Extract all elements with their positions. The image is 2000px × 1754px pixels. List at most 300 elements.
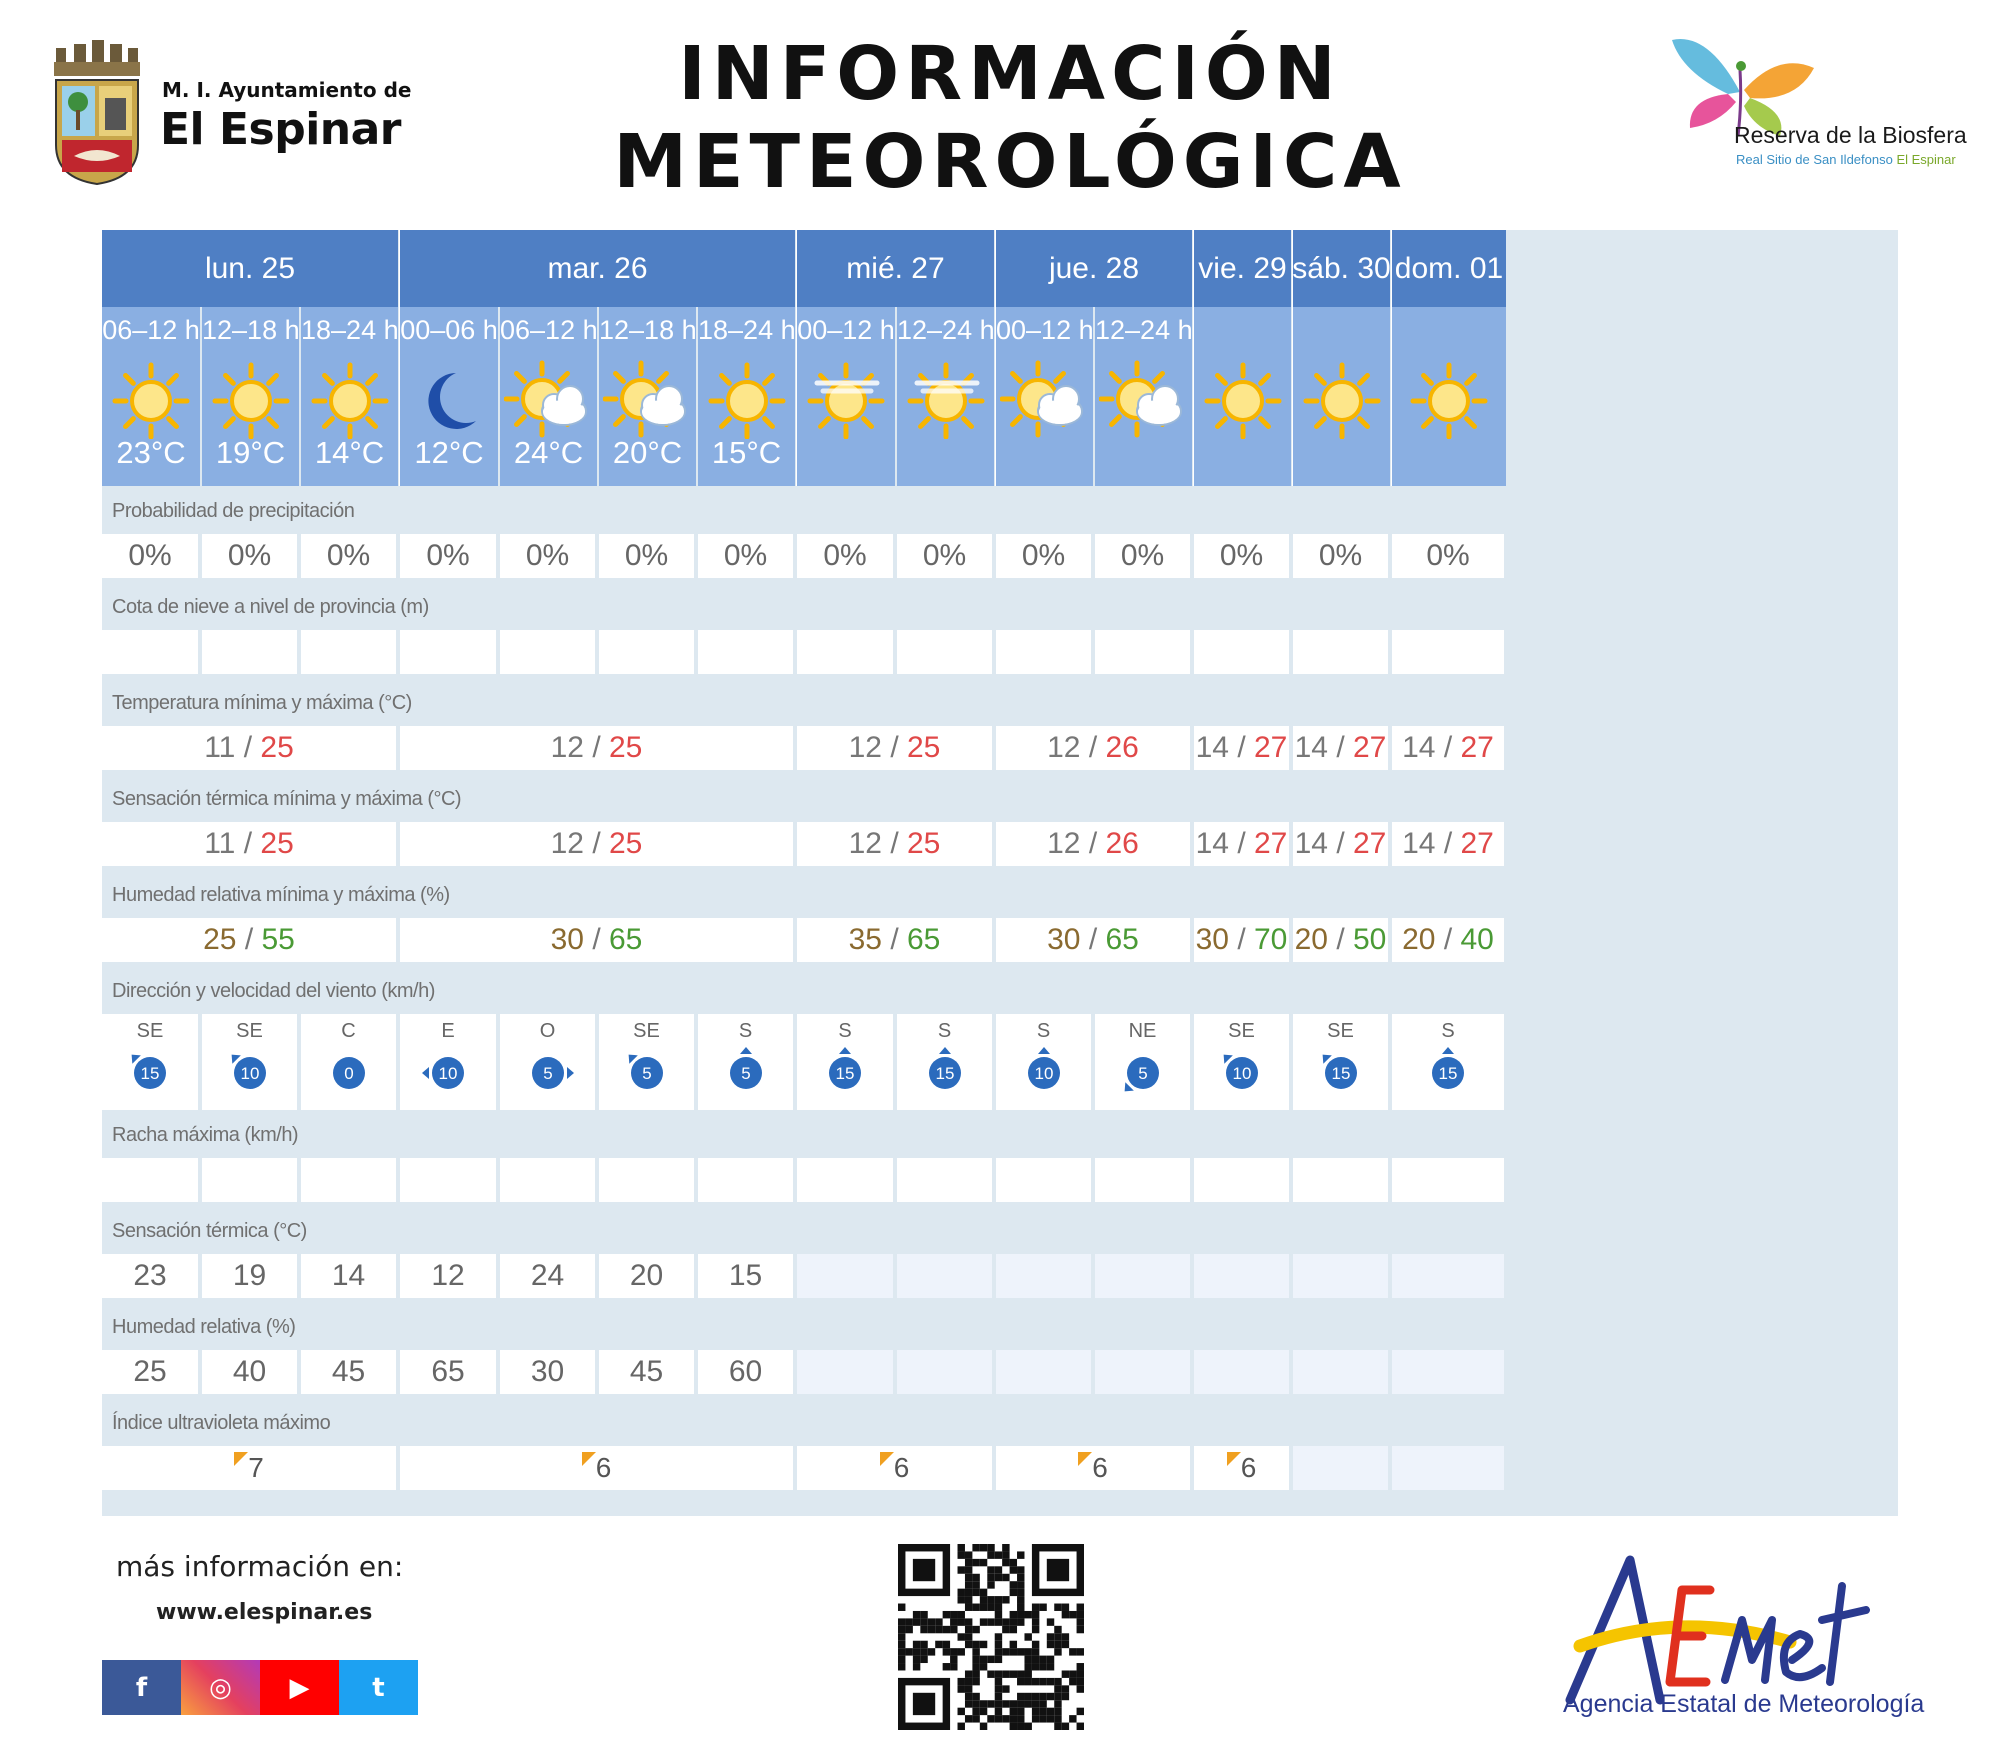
uv-marker-icon bbox=[1078, 1452, 1092, 1466]
day-header: dom. 01 bbox=[1392, 230, 1506, 307]
day-header: mié. 27 bbox=[797, 230, 994, 307]
uv-cell bbox=[1392, 1446, 1504, 1490]
youtube-button[interactable] bbox=[260, 1660, 339, 1715]
temp-minmax-slash: / bbox=[583, 731, 609, 764]
forecast-table bbox=[102, 230, 1898, 1516]
sun-icon bbox=[1297, 359, 1387, 439]
temp-minmax bbox=[1194, 726, 1289, 770]
period-label: 12–18 h bbox=[599, 315, 697, 345]
period-cell bbox=[1293, 307, 1390, 486]
facebook-icon: f bbox=[135, 1672, 148, 1703]
period-cell bbox=[400, 307, 498, 486]
humidity-minmax-slash: / bbox=[1080, 923, 1106, 956]
precip-cell: 0% bbox=[1194, 534, 1289, 578]
temp-minmax-slash: / bbox=[1327, 731, 1353, 764]
feels-minmax-slash: / bbox=[235, 827, 261, 860]
feels-minmax-max: 27 bbox=[1353, 827, 1387, 860]
humidity-minmax-min: 30 bbox=[550, 923, 584, 956]
sun-cloud-icon bbox=[1099, 359, 1189, 439]
temp-minmax-max: 25 bbox=[260, 731, 294, 764]
wind-direction: O bbox=[539, 1020, 556, 1042]
wind-speed: 5 bbox=[740, 1064, 751, 1083]
feels-minmax bbox=[1194, 822, 1289, 866]
humidity-hourly-cell bbox=[1095, 1350, 1190, 1394]
feels-minmax-slash: / bbox=[1080, 827, 1106, 860]
wind-cell bbox=[1392, 1014, 1504, 1110]
wind-direction: SE bbox=[236, 1020, 263, 1042]
uv-cell bbox=[102, 1446, 396, 1490]
wind-speed: 15 bbox=[835, 1064, 855, 1083]
humidity-minmax-max: 65 bbox=[907, 923, 941, 956]
wind-cell bbox=[797, 1014, 893, 1110]
humidity-hourly-cell: 40 bbox=[202, 1350, 297, 1394]
gust-cell bbox=[897, 1158, 992, 1202]
sun-haze-icon bbox=[901, 359, 991, 439]
period-temperature: 19°C bbox=[215, 435, 286, 470]
aemet-agency-name: Agencia Estatal de Meteorología bbox=[1563, 1690, 1925, 1718]
precip-cell: 0% bbox=[599, 534, 694, 578]
wind-arrow-icon bbox=[1016, 1045, 1072, 1101]
humidity-hourly-cell bbox=[1392, 1350, 1504, 1394]
period-cell bbox=[1194, 307, 1291, 486]
website-link[interactable]: www.elespinar.es bbox=[156, 1600, 373, 1625]
temp-minmax-max: 25 bbox=[907, 731, 941, 764]
biosphere-subtitle-place: Real Sitio de San Ildefonso bbox=[1736, 152, 1893, 167]
uv-cell bbox=[1194, 1446, 1289, 1490]
precip-cell: 0% bbox=[202, 534, 297, 578]
temp-minmax bbox=[996, 726, 1190, 770]
youtube-icon: ▶ bbox=[289, 1672, 310, 1703]
wind-speed: 10 bbox=[240, 1064, 259, 1083]
section-label-uv: Índice ultravioleta máximo bbox=[112, 1412, 331, 1434]
snow-cell bbox=[1194, 630, 1289, 674]
temp-minmax-min: 12 bbox=[848, 731, 882, 764]
wind-speed: 5 bbox=[641, 1064, 652, 1083]
feels-minmax-slash: / bbox=[1228, 827, 1254, 860]
sun-icon bbox=[1198, 359, 1288, 439]
gust-cell bbox=[1392, 1158, 1504, 1202]
wind-cell bbox=[1194, 1014, 1289, 1110]
feels-minmax bbox=[1293, 822, 1388, 866]
feels-minmax-max: 26 bbox=[1105, 827, 1139, 860]
gust-cell bbox=[202, 1158, 297, 1202]
wind-cell bbox=[301, 1014, 396, 1110]
feels-minmax-slash: / bbox=[583, 827, 609, 860]
wind-direction: C bbox=[341, 1020, 356, 1042]
wind-arrow-icon bbox=[1115, 1045, 1171, 1101]
temp-minmax bbox=[797, 726, 992, 770]
aemet-logo bbox=[1560, 1550, 1940, 1710]
temp-minmax bbox=[400, 726, 793, 770]
snow-cell bbox=[1293, 630, 1388, 674]
period-label: 12–18 h bbox=[202, 315, 300, 345]
humidity-minmax-max: 40 bbox=[1460, 923, 1494, 956]
qr-code[interactable] bbox=[898, 1544, 1084, 1730]
humidity-hourly-cell bbox=[996, 1350, 1091, 1394]
temp-minmax-slash: / bbox=[1228, 731, 1254, 764]
snow-cell bbox=[599, 630, 694, 674]
precip-cell: 0% bbox=[797, 534, 893, 578]
wind-arrow-icon bbox=[1313, 1045, 1369, 1101]
period-temperature: 14°C bbox=[314, 435, 385, 470]
town-crest-logo bbox=[52, 40, 142, 186]
title-line-1: INFORMACIÓN bbox=[678, 31, 1342, 117]
feels-minmax-min: 12 bbox=[848, 827, 882, 860]
precip-cell: 0% bbox=[102, 534, 198, 578]
wind-direction: SE bbox=[1228, 1020, 1255, 1042]
sun-icon bbox=[206, 359, 296, 439]
gust-cell bbox=[102, 1158, 198, 1202]
period-temperature: 15°C bbox=[711, 435, 782, 470]
day-header: vie. 29 bbox=[1194, 230, 1291, 307]
gust-cell bbox=[797, 1158, 893, 1202]
period-temperature: 23°C bbox=[116, 435, 186, 470]
feels-minmax-max: 27 bbox=[1254, 827, 1288, 860]
feels-minmax-max: 25 bbox=[260, 827, 294, 860]
snow-cell bbox=[102, 630, 198, 674]
precip-cell: 0% bbox=[1392, 534, 1504, 578]
temp-minmax-slash: / bbox=[1080, 731, 1106, 764]
section-label-temp: Temperatura mínima y máxima (°C) bbox=[112, 692, 412, 714]
feels-hourly-cell bbox=[797, 1254, 893, 1298]
wind-cell bbox=[202, 1014, 297, 1110]
humidity-hourly-cell bbox=[797, 1350, 893, 1394]
snow-cell bbox=[797, 630, 893, 674]
feels-hourly-cell: 23 bbox=[102, 1254, 198, 1298]
humidity-hourly-cell: 45 bbox=[599, 1350, 694, 1394]
wind-arrow-icon bbox=[817, 1045, 873, 1101]
humidity-minmax-slash: / bbox=[881, 923, 907, 956]
humidity-minmax bbox=[1392, 918, 1504, 962]
period-label: 18–24 h bbox=[301, 315, 399, 345]
humidity-minmax-min: 20 bbox=[1402, 923, 1436, 956]
sun-icon bbox=[305, 359, 395, 439]
uv-value: 6 bbox=[595, 1452, 612, 1483]
twitter-button[interactable] bbox=[339, 1660, 418, 1715]
feels-minmax-min: 11 bbox=[204, 827, 236, 860]
precip-cell: 0% bbox=[897, 534, 992, 578]
wind-direction: SE bbox=[633, 1020, 660, 1042]
wind-cell bbox=[102, 1014, 198, 1110]
temp-minmax-max: 27 bbox=[1353, 731, 1387, 764]
precip-cell: 0% bbox=[698, 534, 793, 578]
feels-minmax-slash: / bbox=[1327, 827, 1353, 860]
temp-minmax-min: 12 bbox=[550, 731, 584, 764]
wind-speed: 10 bbox=[1232, 1064, 1251, 1083]
feels-minmax-min: 14 bbox=[1195, 827, 1229, 860]
wind-direction: S bbox=[937, 1020, 952, 1042]
wind-direction: E bbox=[441, 1020, 455, 1042]
day-header: mar. 26 bbox=[400, 230, 795, 307]
feels-minmax-slash: / bbox=[881, 827, 907, 860]
instagram-icon: ◎ bbox=[209, 1672, 232, 1703]
more-info-label: más información en: bbox=[116, 1550, 404, 1583]
biosphere-subtitle bbox=[1736, 152, 1956, 167]
gust-cell bbox=[698, 1158, 793, 1202]
humidity-minmax bbox=[797, 918, 992, 962]
temp-minmax-slash: / bbox=[235, 731, 261, 764]
sun-haze-icon bbox=[801, 359, 891, 439]
snow-cell bbox=[1392, 630, 1504, 674]
period-temperature: 24°C bbox=[513, 435, 584, 470]
humidity-hourly-cell: 30 bbox=[500, 1350, 595, 1394]
wind-cell bbox=[897, 1014, 992, 1110]
period-cell bbox=[698, 307, 795, 486]
feels-minmax-max: 25 bbox=[907, 827, 941, 860]
uv-cell bbox=[797, 1446, 992, 1490]
wind-arrow-icon bbox=[122, 1045, 178, 1101]
wind-cell bbox=[1095, 1014, 1190, 1110]
gust-cell bbox=[1095, 1158, 1190, 1202]
feels-hourly-cell bbox=[1293, 1254, 1388, 1298]
precip-cell: 0% bbox=[301, 534, 396, 578]
section-label-gust: Racha máxima (km/h) bbox=[112, 1124, 299, 1146]
section-label-feels_hourly: Sensación térmica (°C) bbox=[112, 1220, 307, 1242]
uv-value: 6 bbox=[1240, 1452, 1257, 1483]
moon-icon bbox=[404, 359, 494, 439]
humidity-minmax-max: 65 bbox=[1105, 923, 1139, 956]
uv-marker-icon bbox=[1227, 1452, 1241, 1466]
humidity-minmax-max: 55 bbox=[261, 923, 295, 956]
wind-speed: 15 bbox=[935, 1064, 954, 1083]
period-cell bbox=[202, 307, 299, 486]
wind-arrow-icon bbox=[420, 1045, 476, 1101]
wind-arrow-icon bbox=[718, 1045, 774, 1101]
feels-minmax-min: 14 bbox=[1402, 827, 1436, 860]
temp-minmax-max: 27 bbox=[1254, 731, 1288, 764]
humidity-minmax bbox=[996, 918, 1190, 962]
humidity-minmax-max: 50 bbox=[1353, 923, 1387, 956]
humidity-minmax-min: 20 bbox=[1294, 923, 1328, 956]
snow-cell bbox=[996, 630, 1091, 674]
facebook-button[interactable] bbox=[102, 1660, 181, 1715]
wind-speed: 15 bbox=[1438, 1064, 1458, 1083]
feels-hourly-cell: 14 bbox=[301, 1254, 396, 1298]
wind-arrow-icon bbox=[222, 1045, 278, 1101]
wind-direction: S bbox=[1441, 1020, 1455, 1042]
humidity-minmax-min: 30 bbox=[1195, 923, 1229, 956]
wind-direction: S bbox=[738, 1020, 753, 1042]
humidity-hourly-cell: 65 bbox=[400, 1350, 496, 1394]
humidity-hourly-cell bbox=[1194, 1350, 1289, 1394]
feels-hourly-cell bbox=[1392, 1254, 1504, 1298]
temp-minmax-slash: / bbox=[1435, 731, 1461, 764]
snow-cell bbox=[202, 630, 297, 674]
feels-minmax-slash: / bbox=[1435, 827, 1461, 860]
feels-hourly-cell: 12 bbox=[400, 1254, 496, 1298]
temp-minmax-min: 12 bbox=[1047, 731, 1081, 764]
section-label-wind: Dirección y velocidad del viento (km/h) bbox=[112, 980, 435, 1002]
period-cell bbox=[1095, 307, 1192, 486]
instagram-button[interactable] bbox=[181, 1660, 260, 1715]
day-header: lun. 25 bbox=[102, 230, 398, 307]
feels-minmax bbox=[102, 822, 396, 866]
temp-minmax-max: 26 bbox=[1105, 731, 1139, 764]
period-label: 00–06 h bbox=[400, 315, 498, 345]
period-label: 00–12 h bbox=[996, 315, 1094, 345]
temp-minmax-min: 14 bbox=[1294, 731, 1328, 764]
temp-minmax-min: 14 bbox=[1195, 731, 1229, 764]
period-cell bbox=[996, 307, 1093, 486]
wind-direction: SE bbox=[1327, 1020, 1354, 1042]
period-cell bbox=[797, 307, 895, 486]
wind-speed: 0 bbox=[343, 1064, 354, 1083]
town-name: El Espinar bbox=[160, 104, 401, 155]
uv-cell bbox=[1293, 1446, 1388, 1490]
gust-cell bbox=[996, 1158, 1091, 1202]
feels-minmax bbox=[996, 822, 1190, 866]
uv-marker-icon bbox=[582, 1452, 596, 1466]
snow-cell bbox=[1095, 630, 1190, 674]
feels-hourly-cell: 20 bbox=[599, 1254, 694, 1298]
wind-arrow-icon bbox=[1420, 1045, 1476, 1101]
period-label: 12–24 h bbox=[897, 315, 995, 345]
snow-cell bbox=[698, 630, 793, 674]
section-label-humidity_hourly: Humedad relativa (%) bbox=[112, 1316, 296, 1338]
period-cell bbox=[500, 307, 597, 486]
snow-cell bbox=[400, 630, 496, 674]
temp-minmax bbox=[1293, 726, 1388, 770]
feels-minmax-min: 12 bbox=[550, 827, 584, 860]
feels-hourly-cell: 15 bbox=[698, 1254, 793, 1298]
gust-cell bbox=[400, 1158, 496, 1202]
section-label-feels: Sensación térmica mínima y máxima (°C) bbox=[112, 788, 462, 810]
humidity-minmax-min: 35 bbox=[848, 923, 882, 956]
aemet-wordmark: AEMet bbox=[1560, 1550, 1564, 1551]
page-title bbox=[560, 30, 1460, 206]
wind-cell bbox=[698, 1014, 793, 1110]
humidity-hourly-cell bbox=[897, 1350, 992, 1394]
humidity-minmax-slash: / bbox=[583, 923, 609, 956]
day-header: sáb. 30 bbox=[1293, 230, 1390, 307]
sun-icon bbox=[106, 359, 196, 439]
feels-minmax bbox=[1392, 822, 1504, 866]
wind-arrow-icon bbox=[321, 1045, 377, 1101]
period-label: 00–12 h bbox=[797, 315, 895, 345]
humidity-minmax bbox=[102, 918, 396, 962]
day-header: jue. 28 bbox=[996, 230, 1192, 307]
gust-cell bbox=[1194, 1158, 1289, 1202]
humidity-minmax-max: 70 bbox=[1254, 923, 1288, 956]
precip-cell: 0% bbox=[400, 534, 496, 578]
title-line-2: METEOROLÓGICA bbox=[613, 119, 1407, 205]
biosphere-subtitle-town: El Espinar bbox=[1896, 152, 1956, 167]
feels-minmax-max: 25 bbox=[609, 827, 643, 860]
snow-cell bbox=[301, 630, 396, 674]
precip-cell: 0% bbox=[996, 534, 1091, 578]
wind-cell bbox=[599, 1014, 694, 1110]
period-cell bbox=[1392, 307, 1506, 486]
wind-cell bbox=[500, 1014, 595, 1110]
section-label-humidity: Humedad relativa mínima y máxima (%) bbox=[112, 884, 450, 906]
humidity-hourly-cell bbox=[1293, 1350, 1388, 1394]
precip-cell: 0% bbox=[1095, 534, 1190, 578]
feels-hourly-cell bbox=[897, 1254, 992, 1298]
humidity-minmax-slash: / bbox=[1435, 923, 1461, 956]
feels-minmax-min: 12 bbox=[1047, 827, 1081, 860]
period-label: 18–24 h bbox=[698, 315, 796, 345]
sun-cloud-icon bbox=[1000, 359, 1090, 439]
humidity-hourly-cell: 60 bbox=[698, 1350, 793, 1394]
feels-minmax-max: 27 bbox=[1460, 827, 1494, 860]
uv-value: 6 bbox=[1092, 1452, 1108, 1483]
period-cell bbox=[897, 307, 994, 486]
period-cell bbox=[599, 307, 696, 486]
period-temperature: 20°C bbox=[612, 435, 683, 470]
period-label: 12–24 h bbox=[1095, 315, 1193, 345]
humidity-minmax-min: 30 bbox=[1047, 923, 1081, 956]
humidity-minmax-min: 25 bbox=[203, 923, 237, 956]
feels-minmax-min: 14 bbox=[1294, 827, 1328, 860]
period-label: 06–12 h bbox=[102, 315, 200, 345]
temp-minmax bbox=[1392, 726, 1504, 770]
gust-cell bbox=[301, 1158, 396, 1202]
humidity-minmax-max: 65 bbox=[609, 923, 643, 956]
precip-cell: 0% bbox=[500, 534, 595, 578]
temp-minmax-min: 14 bbox=[1402, 731, 1436, 764]
humidity-hourly-cell: 25 bbox=[102, 1350, 198, 1394]
wind-speed: 15 bbox=[1331, 1064, 1350, 1083]
wind-cell bbox=[996, 1014, 1091, 1110]
feels-hourly-cell bbox=[1194, 1254, 1289, 1298]
uv-cell bbox=[400, 1446, 793, 1490]
feels-minmax bbox=[797, 822, 992, 866]
section-label-snow: Cota de nieve a nivel de provincia (m) bbox=[112, 596, 429, 618]
temp-minmax-slash: / bbox=[881, 731, 907, 764]
wind-direction: S bbox=[1036, 1020, 1051, 1042]
humidity-minmax bbox=[1194, 918, 1289, 962]
wind-arrow-icon bbox=[1214, 1045, 1270, 1101]
humidity-minmax-slash: / bbox=[1327, 923, 1353, 956]
wind-direction: NE bbox=[1128, 1020, 1157, 1042]
uv-marker-icon bbox=[880, 1452, 894, 1466]
biosphere-name: Reserva de la Biosfera bbox=[1734, 122, 1967, 148]
wind-direction: SE bbox=[136, 1020, 164, 1042]
feels-hourly-cell bbox=[1095, 1254, 1190, 1298]
section-label-precip: Probabilidad de precipitación bbox=[112, 500, 355, 522]
sun-cloud-icon bbox=[603, 359, 693, 439]
period-temperature: 12°C bbox=[414, 435, 484, 470]
period-cell bbox=[102, 307, 200, 486]
feels-minmax bbox=[400, 822, 793, 866]
feels-hourly-cell bbox=[996, 1254, 1091, 1298]
snow-cell bbox=[897, 630, 992, 674]
feels-hourly-cell: 24 bbox=[500, 1254, 595, 1298]
wind-speed: 5 bbox=[542, 1064, 553, 1083]
temp-minmax bbox=[102, 726, 396, 770]
temp-minmax-max: 25 bbox=[609, 731, 643, 764]
gust-cell bbox=[500, 1158, 595, 1202]
snow-cell bbox=[500, 630, 595, 674]
gust-cell bbox=[1293, 1158, 1388, 1202]
wind-arrow-icon bbox=[520, 1045, 576, 1101]
gust-cell bbox=[599, 1158, 694, 1202]
humidity-minmax bbox=[400, 918, 793, 962]
humidity-minmax-slash: / bbox=[1228, 923, 1254, 956]
sun-icon bbox=[1404, 359, 1494, 439]
wind-speed: 10 bbox=[438, 1064, 458, 1083]
town-prefix: M. I. Ayuntamiento de bbox=[162, 78, 412, 102]
period-cell bbox=[301, 307, 398, 486]
feels-hourly-cell: 19 bbox=[202, 1254, 297, 1298]
temp-minmax-max: 27 bbox=[1460, 731, 1494, 764]
period-label: 06–12 h bbox=[500, 315, 598, 345]
wind-cell bbox=[1293, 1014, 1388, 1110]
wind-arrow-icon bbox=[619, 1045, 675, 1101]
uv-cell bbox=[996, 1446, 1190, 1490]
humidity-minmax bbox=[1293, 918, 1388, 962]
uv-value: 7 bbox=[248, 1452, 264, 1483]
